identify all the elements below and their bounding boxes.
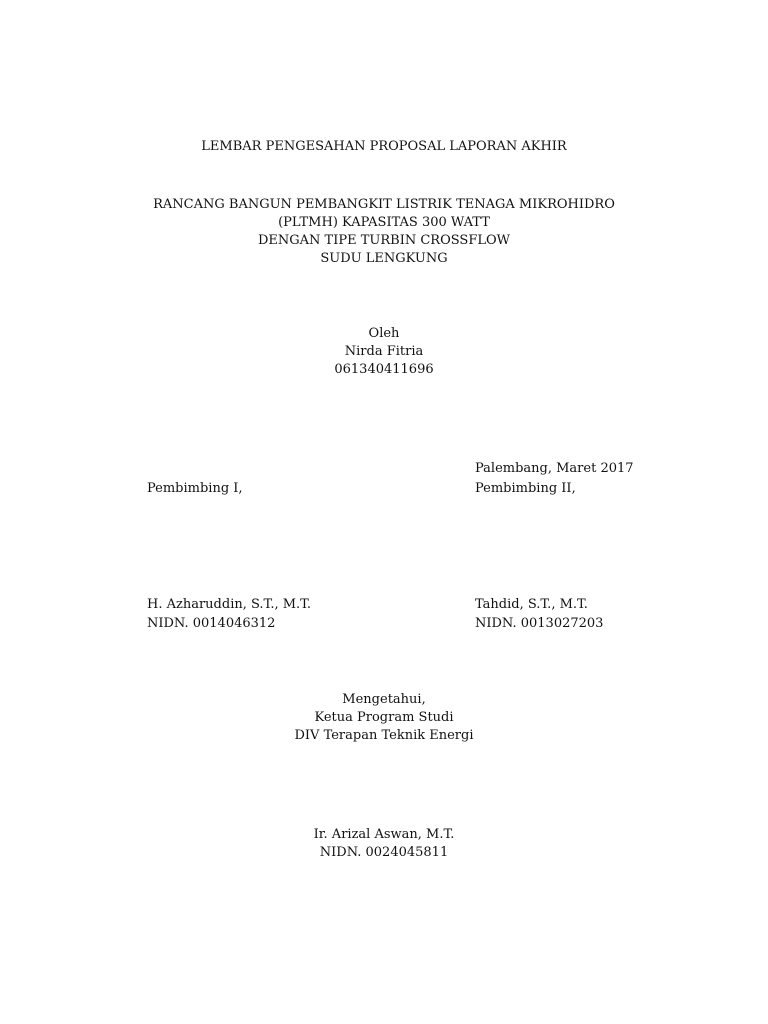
report-title-line-1: RANCANG BANGUN PEMBANGKIT LISTRIK TENAGA MIKROHIDRO	[153, 197, 615, 212]
author-block	[0, 325, 768, 379]
supervisor-1-role: Pembimbing I,	[147, 481, 243, 496]
approval-label: Mengetahui,	[342, 692, 426, 707]
supervisor-1-name: H. Azharuddin, S.T., M.T.	[147, 597, 312, 612]
report-title-line-3: DENGAN TIPE TURBIN CROSSFLOW	[257, 233, 510, 248]
approval-block	[0, 691, 768, 745]
approval-program: DIV Terapan Teknik Energi	[294, 728, 474, 743]
author-by-label: Oleh	[368, 326, 400, 341]
document-title: LEMBAR PENGESAHAN PROPOSAL LAPORAN AKHIR	[201, 139, 567, 154]
head-nidn: NIDN. 0024045811	[319, 845, 449, 860]
head-signature-block	[0, 826, 768, 862]
supervisor-1-nidn: NIDN. 0014046312	[147, 616, 276, 631]
report-title-block	[0, 196, 768, 268]
author-name: Nirda Fitria	[344, 344, 424, 359]
supervisor-2-role: Pembimbing II,	[475, 481, 576, 496]
document-title-block	[0, 138, 768, 156]
place-date: Palembang, Maret 2017	[475, 461, 634, 476]
report-title-line-2: (PLTMH) KAPASITAS 300 WATT	[278, 215, 490, 230]
approval-position: Ketua Program Studi	[314, 710, 454, 725]
report-title-line-4: SUDU LENGKUNG	[320, 251, 448, 266]
author-student-id: 061340411696	[334, 362, 434, 377]
head-name: Ir. Arizal Aswan, M.T.	[313, 827, 455, 842]
supervisor-2-name: Tahdid, S.T., M.T.	[475, 597, 588, 612]
supervisor-2-nidn: NIDN. 0013027203	[475, 616, 604, 631]
